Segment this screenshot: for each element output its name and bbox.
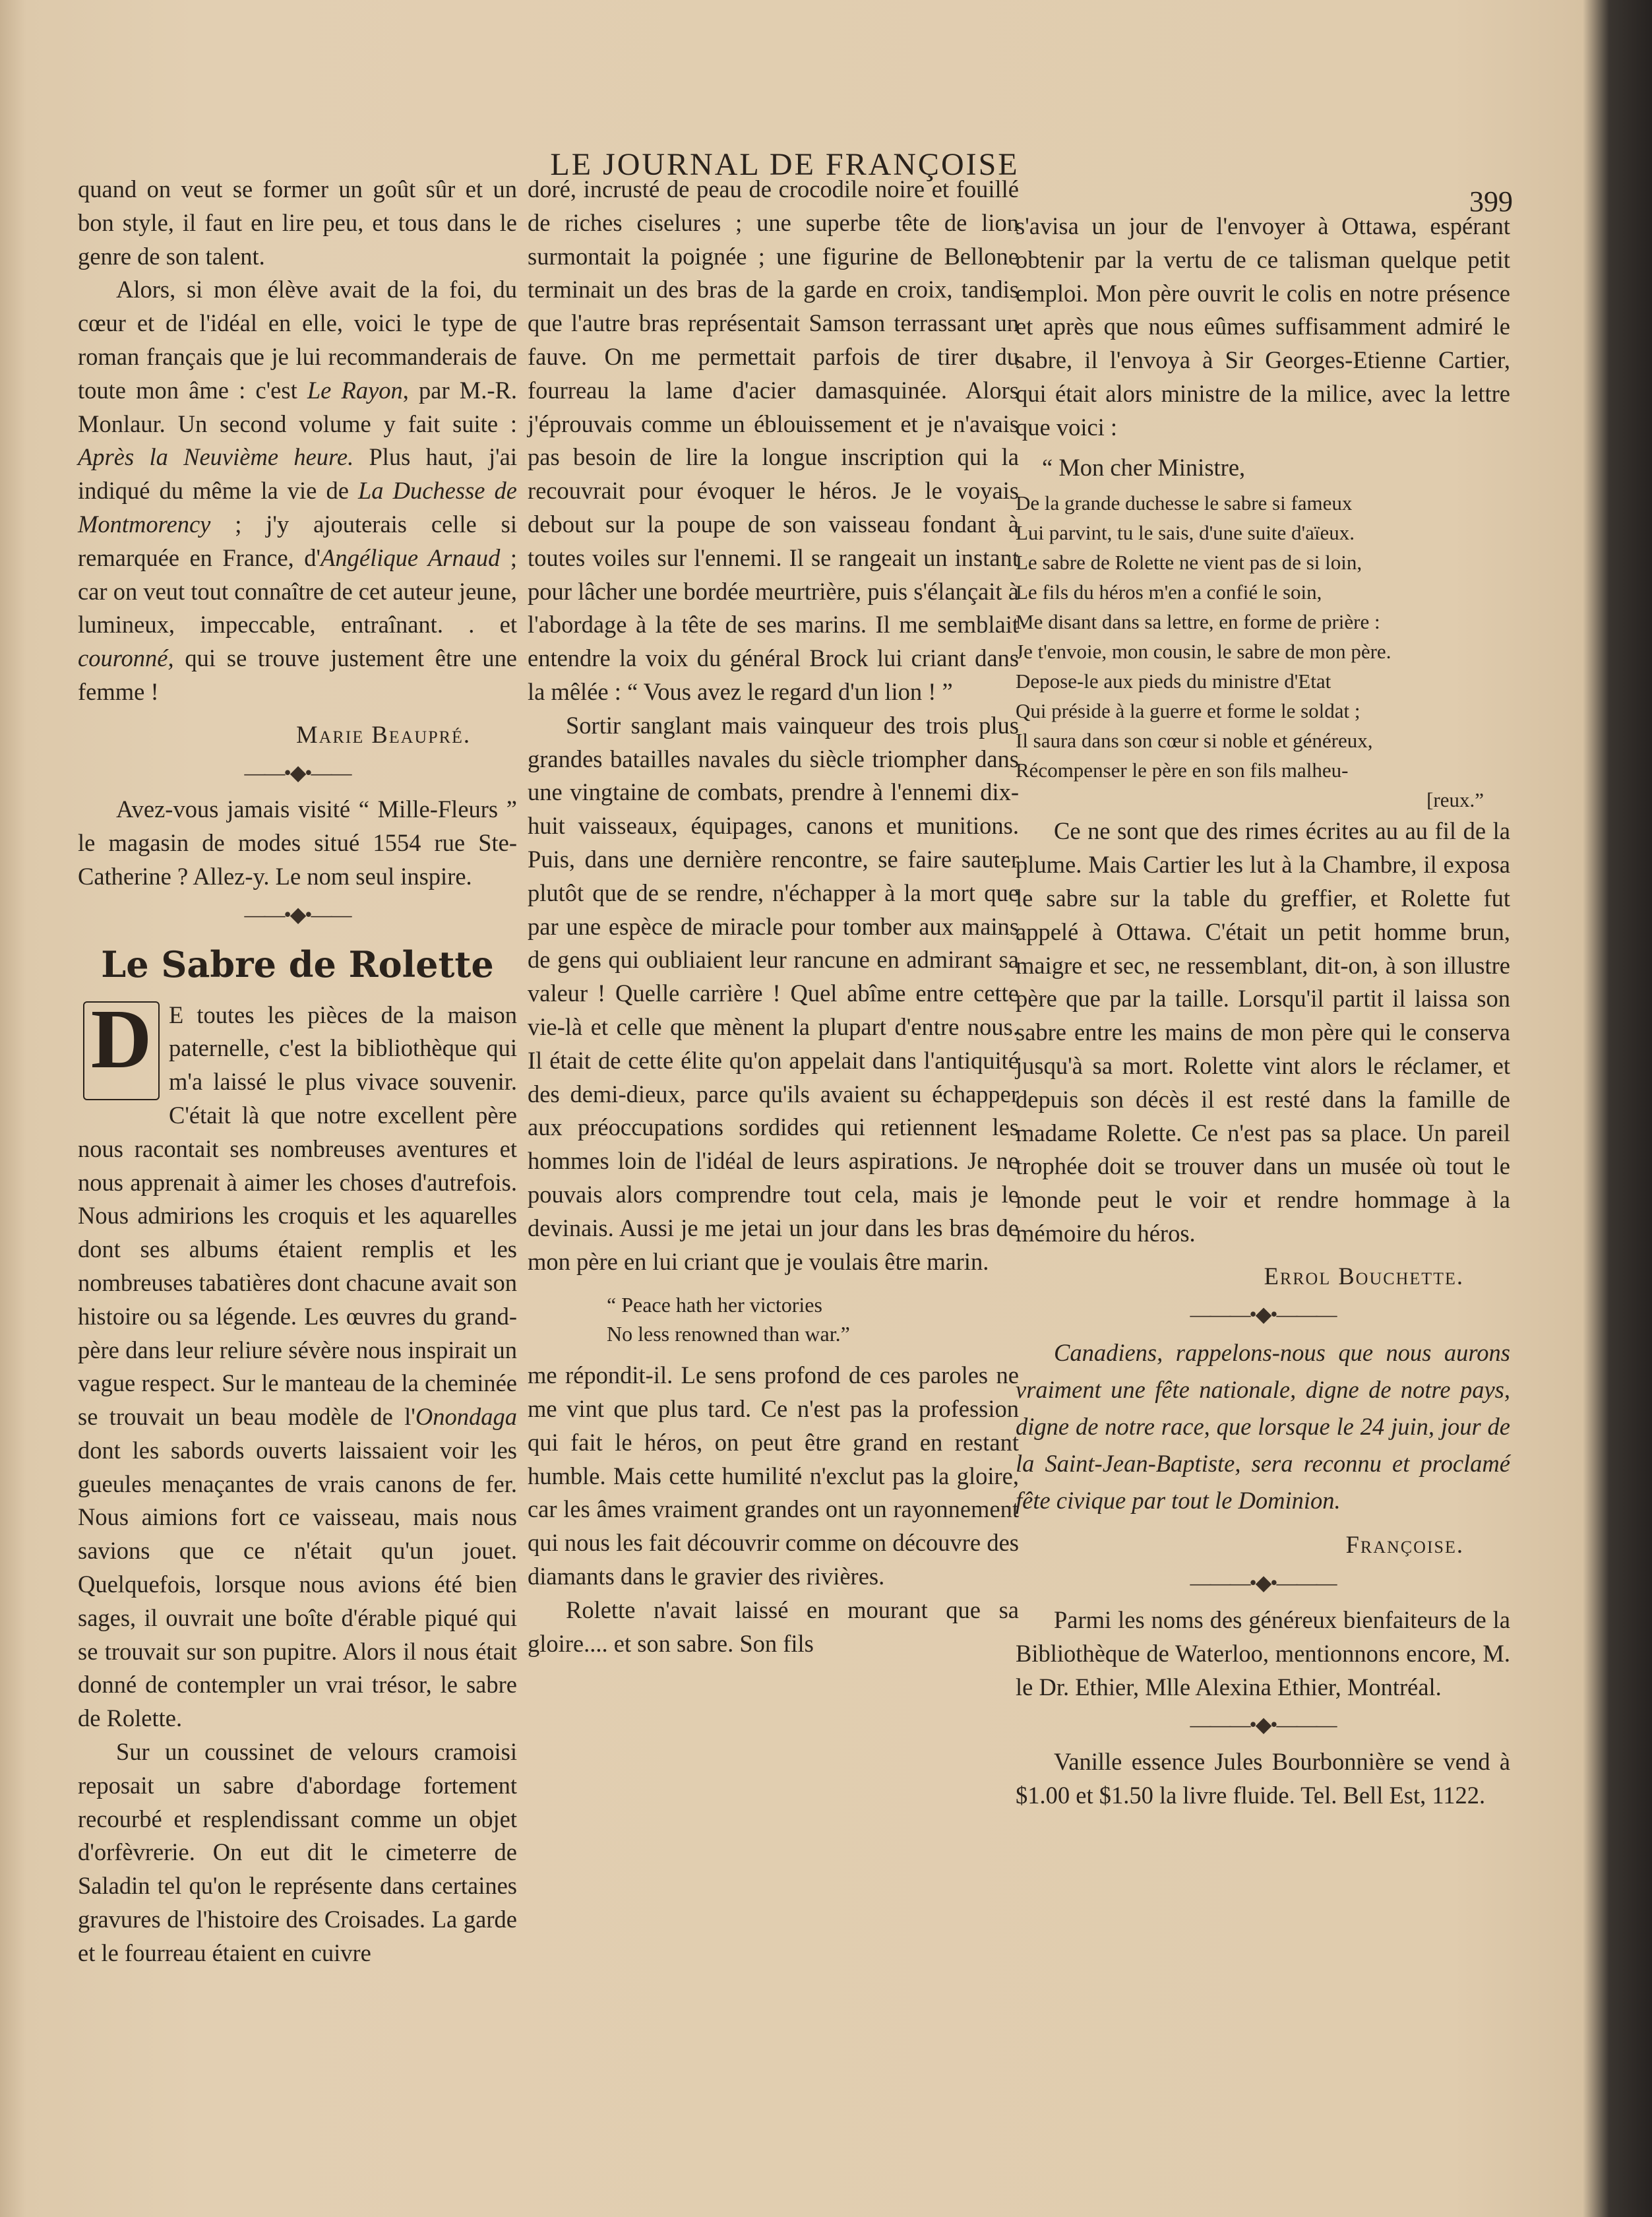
book-title: Après la Neuvième heure.: [78, 443, 354, 471]
quotation-line: “ Peace hath her victories: [607, 1293, 822, 1317]
column-2: [528, 173, 1019, 1660]
paragraph: [78, 991, 517, 1736]
paragraph: Canadiens, rappelons-nous que nous aurons vraiment une fête nationale, digne de notre pays, digne de notre race, que lorsque le 24 juin, jour de la Saint-Jean-Baptiste, sera reconnu et proclamé fête civique par tout le Dominion.: [1016, 1339, 1510, 1514]
verse-line: De la grande duchesse le sabre si fameux: [1016, 491, 1353, 515]
verse-line: Récompenser le père en son fils malheu-: [1016, 759, 1349, 782]
ornament-divider: ———•◆•———: [1190, 1712, 1336, 1737]
paragraph: Rolette n'avait laissé en mourant que sa gloire.... et son sabre. Son fils: [528, 1596, 1019, 1657]
text-run: E toutes les pièces de la maison paternelle, c'est la bibliothèque qui m'a laissé le plus vivace souvenir. C'était là que notre excellent père nous racontait ses nombreuses aventures et nous apprenait à aimer les choses d'autrefois. Nous admirions les croquis et les aquarelles dont ses albums étaient remplis et les nombreuses tabatières dont chacune avait son histoire ou sa légende. Les œuvres du grand-père dans leur reliure sévère nous inspirait un vague respect. Sur le manteau de la cheminée se trouvait un beau modèle de l': [78, 1001, 517, 1431]
paragraph: Ce ne sont que des rimes écrites au au fil de la plume. Mais Cartier les lut à la Chambre, il exposa le sabre sur la table du greffier, et Rolette fut appelé à Ottawa. C'était un petit homme brun, maigre et sec, ne ressemblant, dit-on, à son illustre père que par la taille. Lorsqu'il partit il laissa son sabre entre les mains de mon père qui le conserva jusqu'à sa mort. Rolette vint alors le réclamer, et depuis son décès il est resté dans la famille de madame Rolette. Ce n'est pas sa place. Un pareil trophée doit se trouver dans un musée où tout le monde peut le voir et rendre hommage à la mémoire du héros.: [1016, 817, 1510, 1247]
paragraph: Parmi les noms des généreux bienfaiteurs de la Bibliothèque de Waterloo, mentionnons encore, M. le Dr. Ethier, Mlle Alexina Ethier, Montréal.: [1016, 1606, 1510, 1701]
verse-line: Lui parvint, tu le sais, d'une suite d'aïeux.: [1016, 521, 1355, 545]
verse-line: Qui préside à la guerre et forme le soldat ;: [1016, 699, 1361, 723]
author-signature: Françoise.: [1345, 1531, 1464, 1559]
verse-line: Le fils du héros m'en a confié le soin,: [1016, 580, 1322, 604]
paragraph: Avez-vous jamais visité “ Mille-Fleurs ” le magasin de modes situé 1554 rue Ste-Catherine ? Allez-y. Le nom seul inspire.: [78, 796, 517, 890]
paragraph: [78, 273, 517, 708]
paragraph: Vanille essence Jules Bourbonnière se vend à $1.00 et $1.50 la livre fluide. Tel. Bell Est, 1122.: [1016, 1748, 1510, 1809]
verse-line: [reux.”: [1426, 788, 1484, 812]
text-run: ; car on veut tout connaître de cet auteur jeune, lumineux, impeccable, entraînant. . et: [78, 544, 517, 639]
quotation-line: No less renowned than war.”: [607, 1322, 850, 1346]
text-run: dont les sabords ouverts laissaient voir les gueules menaçantes de vrais canons de fer. Nous aimions fort ce vaisseau, mais nous savions que ce n'était qu'un jouet. Quelquefois, lorsque nous avions été bien sages, il ouvrait une boîte d'érable piqué qui se trouvait sur son pupitre. Alors il nous était donné de contempler un vrai trésor, le sabre de Rolette.: [78, 1436, 517, 1732]
author-signature: Errol Bouchette.: [1264, 1262, 1464, 1290]
author-signature: Marie Beaupré.: [296, 720, 471, 748]
text-run: Alors, si mon élève avait de la foi, du cœur et de l'idéal en elle, voici le type de roman français que je lui recommanderais de toute mon âme : c'est: [78, 276, 517, 404]
text-run: qui se trouve justement être une femme !: [78, 644, 517, 705]
ornament-divider: ——•◆•——: [244, 902, 351, 926]
verse-line: Il saura dans son cœur si noble et généreux,: [1016, 729, 1373, 753]
running-title: LE JOURNAL DE FRANÇOISE: [550, 147, 1020, 182]
article-title: Le Sabre de Rolette: [101, 943, 494, 985]
paragraph: s'avisa un jour de l'envoyer à Ottawa, espérant obtenir par la vertu de ce talisman quelque petit emploi. Mon père ouvrit le colis en notre présence et après que nous eûmes suffisamment admiré le sabre, il l'envoya à Sir Georges-Etienne Cartier, qui était alors ministre de la milice, avec la lettre que voici :: [1016, 212, 1510, 441]
paragraph: Sortir sanglant mais vainqueur des trois plus grandes batailles navales du siècle triompher dans une vingtaine de combats, prendre à l'ennemi dix-huit vaisseaux, équipages, canons et munitions. Puis, dans une dernière rencontre, se faire sauter plutôt que de se rendre, n'échapper à la mort que par une espèce de miracle pour tomber aux mains de gens qui oubliaient leur rancune en admirant sa valeur ! Quelle carrière ! Quel abîme entre cette vie-là et celle que mènent la plupart d'entre nous. Il était de cette élite qu'on appelait dans l'antiquité des demi-dieux, parce qu'ils avaient su échapper aux préoccupations sordides qui retiennent les hommes loin de l'idéal de leurs aspirations. Je ne pouvais alors comprendre tout cela, mais je le devinais. Aussi je me jetai un jour dans les bras de mon père en lui criant que je voulais être marin.: [528, 711, 1019, 1275]
paragraph: me répondit-il. Le sens profond de ces paroles ne me vint que plus tard. Ce n'est pas la profession qui fait le héros, on peut être grand en restant humble. Mais cette humilité n'exclut pas la gloire, car les âmes vraiment grandes ont un rayonnement qui nous les fait découvrir comme on découvre des diamants dans le gravier des rivières.: [528, 1361, 1019, 1590]
book-title: La Duchesse de Montmorency: [78, 477, 517, 538]
text-run: ; j'y ajouterais celle si remarquée en France, d': [78, 510, 517, 571]
book-title: Angélique Arnaud: [321, 544, 501, 571]
book-title: Le Rayon: [307, 376, 403, 404]
ship-name: Onondaga: [415, 1403, 517, 1431]
emphasis: couronné,: [78, 644, 174, 672]
column-3: [1016, 210, 1510, 1813]
drop-cap: D: [83, 1001, 160, 1100]
ornament-divider: ——•◆•——: [244, 760, 351, 784]
column-1: [78, 173, 517, 1970]
paragraph: quand on veut se former un goût sûr et un bon style, il faut en lire peu, et tous dans le genre de son talent.: [78, 175, 517, 270]
page-number: 399: [1469, 185, 1513, 218]
paragraph: doré, incrusté de peau de crocodile noire et fouillé de riches ciselures ; une superbe tête de lion surmontait la poignée ; une figurine de Bellone terminait un des bras de la garde en croix, tandis que l'autre bras représentait Samson terrassant un fauve. On me permettait parfois de tirer du fourreau la lame d'acier damasquinée. Alors j'éprouvais comme un éblouissement et je n'avais pas besoin de lire la longue inscription qui la recouvrait pour évoquer le héros. Je le voyais debout sur la poupe de son vaisseau fondant à toutes voiles sur l'ennemi. Il se rangeait un instant pour lâcher une bordée meurtrière, puis s'élançait à l'abordage à la tête de ses marins. Il me semblait entendre la voix du général Brock lui criant dans la mêlée : “ Vous avez le regard d'un lion ! ”: [528, 175, 1019, 705]
verse-line: Je t'envoie, mon cousin, le sabre de mon père.: [1016, 640, 1392, 664]
text-run: , par M.-R. Monlaur. Un second volume y fait suite :: [78, 376, 518, 437]
ornament-divider: ———•◆•———: [1190, 1571, 1336, 1595]
verse-line: Depose-le aux pieds du ministre d'Etat: [1016, 670, 1331, 693]
text-run: Plus haut, j'ai indiqué du même la vie de: [78, 443, 517, 505]
letter-salutation: “ Mon cher Ministre,: [1042, 453, 1246, 481]
verse-block: [1016, 488, 1510, 815]
verse-line: Me disant dans sa lettre, en forme de prière :: [1016, 610, 1380, 634]
paragraph: Sur un coussinet de velours cramoisi reposait un sabre d'abordage fortement recourbé et resplendissant comme un objet d'orfèvrerie. On eut dit le cimeterre de Saladin tel qu'on le représente dans certaines gravures de l'histoire des Croisades. La garde et le fourreau étaient en cuivre: [78, 1738, 517, 1966]
verse-line: Le sabre de Rolette ne vient pas de si loin,: [1016, 551, 1362, 575]
ornament-divider: ———•◆•———: [1190, 1301, 1336, 1326]
